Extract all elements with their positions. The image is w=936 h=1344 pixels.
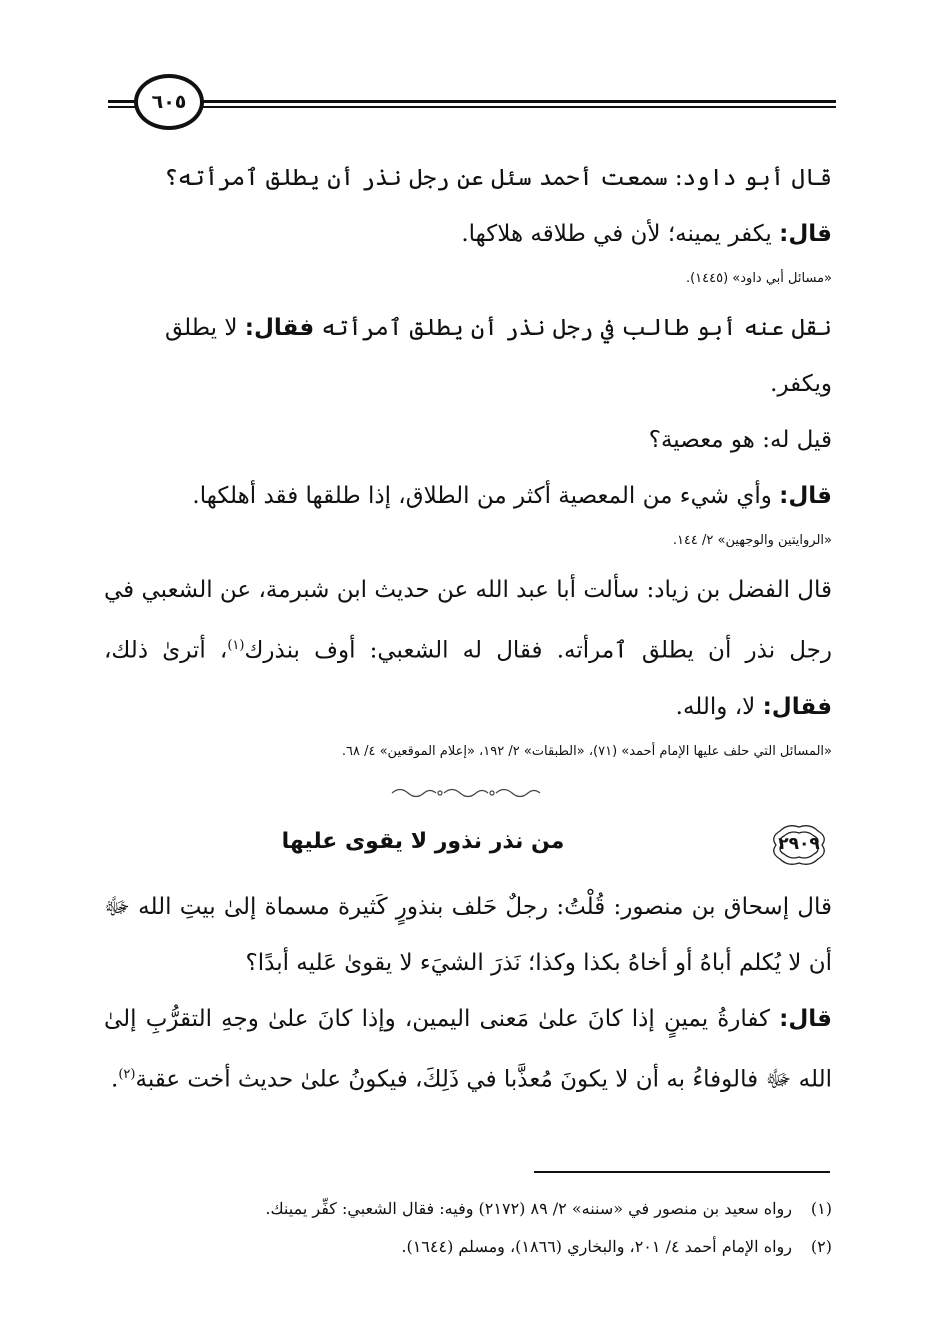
paragraph-text: لا يطلق ويكفر. [164, 315, 832, 397]
paragraph-text: . [111, 1066, 119, 1093]
footnote-text: رواه الإمام أحمد ٤/ ٢٠١، والبخاري (١٨٦٦)، ومسلم (١٦٤٤). [401, 1237, 792, 1256]
header-rule [150, 100, 836, 103]
paragraph-text: وأي شيء من المعصية أكثر من الطلاق، إذا طلقها فقد أهلكها. [192, 483, 780, 509]
paragraph-text: يكفر يمينه؛ لأن في طلاقه هلاكها. [461, 221, 780, 247]
page-number: ٦٠٥ [151, 91, 187, 113]
source-citation: «مسائل أبي داود» (١٤٤٥). [685, 271, 832, 286]
footnote-mark: (٢) [810, 1237, 832, 1256]
footnote-ref[interactable]: (٢) [118, 1066, 136, 1082]
section-number: ٢٩٠٩ [778, 833, 820, 854]
footnote-ref[interactable]: (١) [227, 638, 245, 653]
paragraph: قال إسحاق بن منصور: قُلْتُ: رجلٌ حَلف بنذورٍ كَثيرة مسماة إلىٰ بيتِ الله ﷻ أن لا يُكلم أباهُ أو أخاهُ بكذا وكذا؛ نَذرَ الشيَء لا يقوىٰ عَليه أبدًا؟ [104, 893, 832, 976]
main-text [104, 150, 832, 1107]
paragraph-text: قال الفضل بن زياد: سألت أبا عبد الله عن حديث ابن شبرمة، عن الشعبي في رجل نذر أن يطلق ٱمرأته. فقال له الشعبي: أوف بنذرك [104, 577, 833, 664]
speaker-label: فقال: [244, 315, 315, 341]
source-citation: «المسائل التي حلف عليها الإمام أحمد» (٧١)، «الطبقات» ٢/ ١٩٢، «إعلام الموقعين» ٤/ ٦٨. [341, 743, 832, 759]
paragraph-text: لا، والله. [675, 693, 763, 720]
speaker-label: قال: [779, 1005, 832, 1032]
section-title: من نذر نذور لا يقوى عليها [281, 828, 565, 854]
paragraph-text: ، أترىٰ ذلك، [104, 637, 228, 664]
footnote-text: رواه سعيد بن منصور في «سننه» ٢/ ٨٩ (٢١٧٢) وفيه: فقال الشعبي: كفِّر يمينك. [265, 1199, 792, 1218]
paragraph [104, 300, 832, 412]
footnote-mark: (١) [810, 1199, 832, 1218]
section-heading-row [104, 815, 832, 879]
footnotes [104, 1190, 832, 1266]
paragraph [104, 562, 832, 735]
speaker-label: فقال: [762, 693, 832, 720]
speaker-label: قال: [779, 221, 832, 247]
paragraph [104, 468, 832, 524]
paragraph-text: كفارةُ يمينٍ إذا كانَ علىٰ مَعنى اليمين، وإذا كانَ علىٰ وجهِ التقرُّبِ إلىٰ الله ﷻ فالوفاءُ به أن لا يكونَ مُعذَّبا في ذَلِكَ، فيكونُ علىٰ حديث أخت عقبة [104, 1005, 832, 1093]
paragraph: قيل له: هو معصية؟ [648, 427, 832, 453]
paragraph: قال أبو داود: سمعت أحمد سئل عن رجل نذر أن يطلق ٱمرأته؟ [164, 165, 832, 191]
ornament-divider [104, 785, 832, 805]
ornament-icon [388, 785, 548, 801]
paragraph [104, 991, 832, 1108]
speaker-label: قال: [779, 483, 832, 509]
source-citation: «الروايتين والوجهين» ٢/ ١٤٤. [672, 533, 832, 548]
footnote-separator [534, 1171, 830, 1173]
page-number-badge [134, 74, 204, 130]
footnote [104, 1190, 832, 1228]
header-rule-thin [150, 106, 836, 108]
footnote [104, 1228, 832, 1266]
section-number-badge [766, 821, 832, 869]
paragraph [104, 206, 832, 262]
paragraph-text: نقل عنه أبو طالب في رجل نذر أن يطلق ٱمرأته [314, 315, 832, 341]
